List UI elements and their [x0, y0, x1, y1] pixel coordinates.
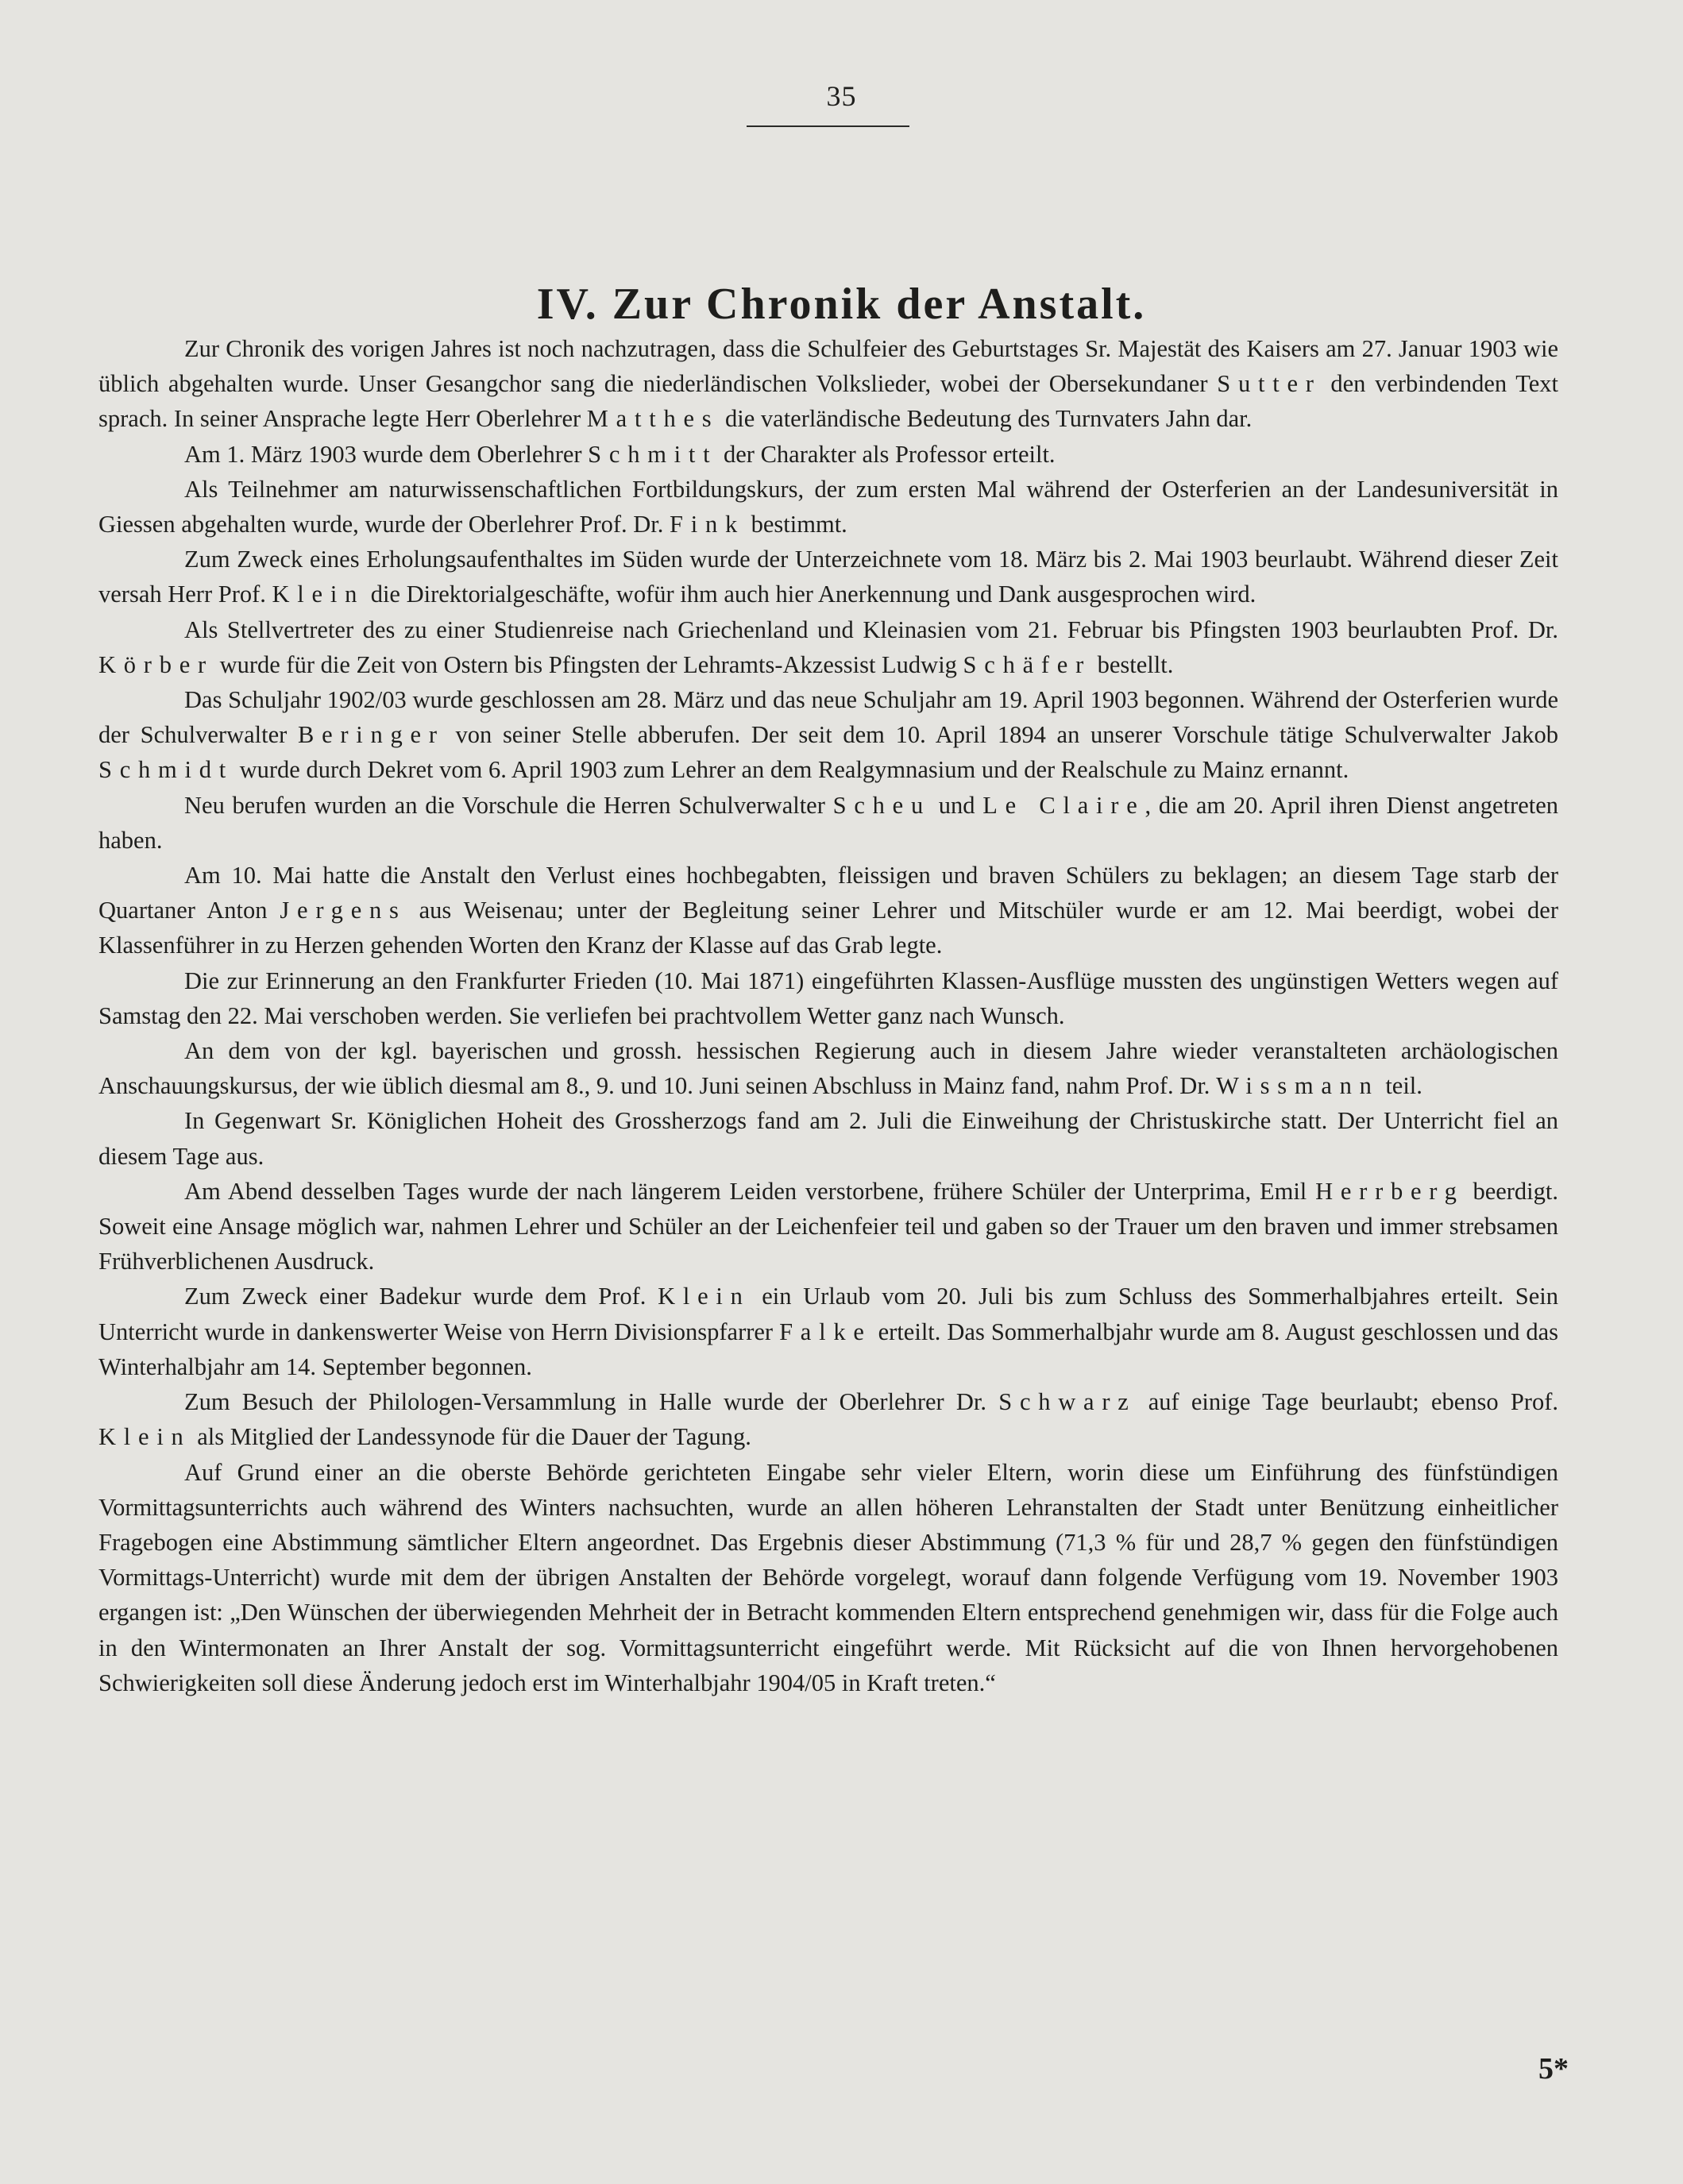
paragraph	[98, 472, 1558, 542]
paragraph	[98, 1455, 1558, 1700]
paragraph	[98, 1103, 1558, 1173]
paragraph	[98, 682, 1558, 788]
text-run: Auf Grund einer an die oberste Behörde gerichteten Eingabe sehr vieler Eltern, worin diese um Einführung des fünfstündigen Vormittagsunterrichts auch während des Winters nachsuchten, wurde an allen höheren Lehranstalten der Stadt unter Benützung einheitlicher Fragebogen eine Abstimmung sämtlicher Eltern angeordnet. Das Ergebnis dieser Abstimmung (71,3 % für und 28,7 % gegen den fünfstündigen Vormittags-Unterricht) wurde mit dem der übrigen Anstalten der Behörde vorgelegt, worauf dann folgende Verfügung vom 19. November 1903 ergangen ist: „Den Wünschen der überwiegenden Mehrheit der in Betracht kommenden Eltern entsprechend genehmigen wir, dass für die Folge auch in den Wintermonaten an Ihrer Anstalt der sog. Vormittagsunterricht eingeführt werde. Mit Rücksicht auf die von Ihnen hervorgehobenen Schwierigkeiten soll diese Änderung jedoch erst im Winterhalbjahr 1904/05 in Kraft treten.“	[98, 1458, 1558, 1696]
text-run: Zum Zweck einer Badekur wurde dem Prof.	[184, 1283, 658, 1310]
text-run: Als Teilnehmer am naturwissenschaftlichen Fortbildungskurs, der zum ersten Mal während der Osterferien an der Landesuniversität in Giessen abgehalten wurde, wurde der Oberlehrer Prof. Dr.	[98, 475, 1558, 538]
spaced-name: Matthes	[586, 405, 720, 433]
spaced-name: Le Claire	[982, 791, 1145, 819]
spaced-name: Sutter	[1217, 370, 1322, 398]
text-run: wurde für die Zeit von Ostern bis Pfingsten der Lehramts-Akzessist Ludwig	[213, 650, 963, 678]
paragraph	[98, 1279, 1558, 1384]
text-run: den verbindenden Text sprach. In seiner Ansprache legte Herr Oberlehrer	[98, 370, 1559, 433]
text-run: erteilt. Das Sommerhalbjahr wurde am 8. August geschlossen und das Winterhalbjahr am 14. September begonnen.	[98, 1318, 1558, 1380]
text-run: In Gegenwart Sr. Königlichen Hoheit des Grossherzogs fand am 2. Juli die Einweihung der Christuskirche statt. Der Unterricht fiel an diesem Tage aus.	[98, 1107, 1558, 1170]
spaced-name: Schmitt	[588, 440, 718, 468]
text-run: die vaterländische Bedeutung des Turnvaters Jahn dar.	[719, 405, 1253, 433]
text-run: Als Stellvertreter des zu einer Studienreise nach Griechenland und Kleinasien vom 21. Februar bis Pfingsten 1903 beurlaubten Prof. Dr.	[184, 615, 1558, 643]
text-run: der Charakter als Professor erteilt.	[717, 440, 1056, 468]
text-run: Zur Chronik des vorigen Jahres ist noch nachzutragen, dass die Schulfeier des Geburtstages Sr. Majestät des Kaisers am 27. Januar 1903 wie üblich abgehalten wurde. Unser Gesangchor sang die niederländischen Volkslieder, wobei der Obersekundaner	[98, 335, 1558, 398]
text-run: und	[930, 791, 983, 819]
page-title: IV. Zur Chronik der Anstalt.	[536, 279, 1147, 329]
paragraph	[98, 963, 1558, 1033]
spaced-name: Schäfer	[963, 650, 1092, 678]
text-run: beerdigt. Soweit eine Ansage möglich war, nahmen Lehrer und Schüler an der Leichenfeier teil und gaben so der Trauer um den braven und immer strebsamen Frühverblichenen Ausdruck.	[98, 1177, 1558, 1275]
spaced-name: Wissmann	[1216, 1072, 1380, 1100]
text-run: Am Abend desselben Tages wurde der nach längerem Leiden verstorbene, frühere Schüler der Unterprima, Emil	[184, 1177, 1316, 1205]
spaced-name: Scheu	[832, 791, 931, 819]
text-run: Neu berufen wurden an die Vorschule die Herren Schulverwalter	[184, 791, 833, 819]
paragraph	[98, 612, 1558, 682]
page-number: 35	[826, 80, 857, 112]
text-run: bestellt.	[1091, 650, 1174, 678]
paragraph	[98, 1033, 1558, 1103]
text-run: Am 1. März 1903 wurde dem Oberlehrer	[184, 440, 589, 468]
spaced-name: Herrberg	[1315, 1177, 1465, 1205]
spaced-name: Beringer	[297, 721, 445, 749]
spaced-name: Jergens	[280, 897, 407, 924]
spaced-name: Körber	[98, 650, 214, 678]
spaced-name: Fink	[670, 511, 746, 538]
text-run: bestimmt.	[745, 511, 847, 538]
text-run: aus Weisenau; unter der Begleitung seiner Lehrer und Mitschüler wurde er am 12. Mai beerdigt, wobei der Klassenführer in zu Herzen gehenden Worten den Kranz der Klasse auf das Grab legte.	[98, 897, 1558, 959]
text-run: , die am 20. April ihren Dienst angetreten haben.	[98, 791, 1559, 854]
spaced-name: Schwarz	[998, 1388, 1137, 1416]
text-run: von seiner Stelle abberufen. Der seit dem 10. April 1894 an unserer Vorschule tätige Schulverwalter Jakob	[444, 721, 1558, 749]
spaced-name: Schmidt	[98, 756, 234, 784]
signature-mark: 5*	[1538, 2052, 1569, 2086]
text-run: teil.	[1379, 1072, 1422, 1100]
text-run: An dem von der kgl. bayerischen und grossh. hessischen Regierung auch in diesem Jahre wieder veranstalteten archäologischen Anschauungskursus, der wie üblich diesmal am 8., 9. und 10. Juni seinen Abschluss in Mainz fand, nahm Prof. Dr.	[98, 1037, 1558, 1100]
paragraph	[98, 788, 1558, 858]
text-run: wurde durch Dekret vom 6. April 1903 zum Lehrer an dem Realgymnasium und der Realschule zu Mainz ernannt.	[234, 756, 1349, 784]
paragraph	[98, 437, 1558, 472]
text-run: Das Schuljahr 1902/03 wurde geschlossen am 28. März und das neue Schuljahr am 19. April 1903 begonnen. Während der Osterferien wurde der Schulverwalter	[98, 686, 1558, 749]
paragraph	[98, 858, 1558, 963]
text-run: Am 10. Mai hatte die Anstalt den Verlust eines hochbegabten, fleissigen und braven Schülers zu beklagen; an diesem Tage starb der Quartaner Anton	[98, 862, 1558, 924]
text-run: Zum Besuch der Philologen-Versammlung in Halle wurde der Oberlehrer Dr.	[184, 1388, 999, 1416]
page-number-rule	[747, 125, 909, 127]
spaced-name: Klein	[658, 1283, 751, 1310]
text-run: als Mitglied der Landessynode für die Dauer der Tagung.	[191, 1423, 751, 1451]
spaced-name: Klein	[272, 581, 365, 608]
text-run: Die zur Erinnerung an den Frankfurter Frieden (10. Mai 1871) eingeführten Klassen-Ausflüge mussten des ungünstigen Wetters wegen auf Samstag den 22. Mai verschoben werden. Sie verliefen bei prachtvollem Wetter ganz nach Wunsch.	[98, 967, 1558, 1029]
paragraph	[98, 331, 1558, 437]
paragraph	[98, 1384, 1558, 1454]
paragraph	[98, 542, 1558, 612]
text-run: die Direktorialgeschäfte, wofür ihm auch hier Anerkennung und Dank ausgesprochen wird.	[365, 581, 1256, 608]
text-run: auf einige Tage beurlaubt; ebenso Prof.	[1136, 1388, 1558, 1416]
text-run: Zum Zweck eines Erholungsaufenthaltes im Süden wurde der Unterzeichnete vom 18. März bis 2. Mai 1903 beurlaubt. Während dieser Zeit versah Herr Prof.	[98, 546, 1558, 608]
paragraph	[98, 1174, 1558, 1279]
text-run: ein Urlaub vom 20. Juli bis zum Schluss des Sommerhalbjahres erteilt. Sein Unterricht wurde in dankenswerter Weise von Herrn Divisionspfarrer	[98, 1283, 1559, 1345]
spaced-name: Falke	[779, 1318, 872, 1345]
chronicle-text	[98, 331, 1558, 1700]
spaced-name: Klein	[98, 1423, 191, 1451]
